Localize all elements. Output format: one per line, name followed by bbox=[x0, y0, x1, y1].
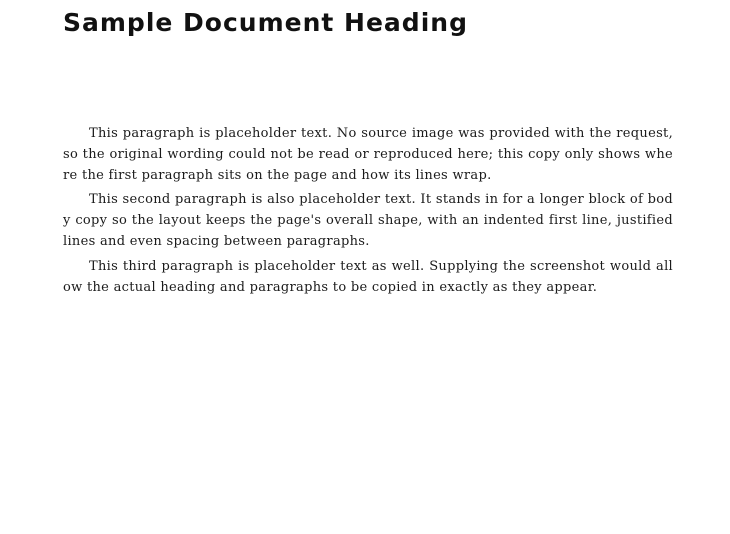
paragraph-3: This third paragraph is placeholder text as well. Supplying the screenshot would allow the actual heading and paragraphs to be copied in exactly as they appear. bbox=[63, 258, 673, 295]
paragraph-1: This paragraph is placeholder text. No source image was provided with the request, so the original wording could not be read or reproduced here; this copy only shows where the first paragraph sits on the page and how its lines wrap. bbox=[63, 126, 673, 183]
document-body bbox=[63, 124, 673, 302]
paragraph-2: This second paragraph is also placeholder text. It stands in for a longer block of body copy so the layout keeps the page's overall shape, with an indented first line, justified lines and even spacing between paragraphs. bbox=[63, 192, 673, 249]
page-title: Sample Document Heading bbox=[63, 8, 468, 37]
